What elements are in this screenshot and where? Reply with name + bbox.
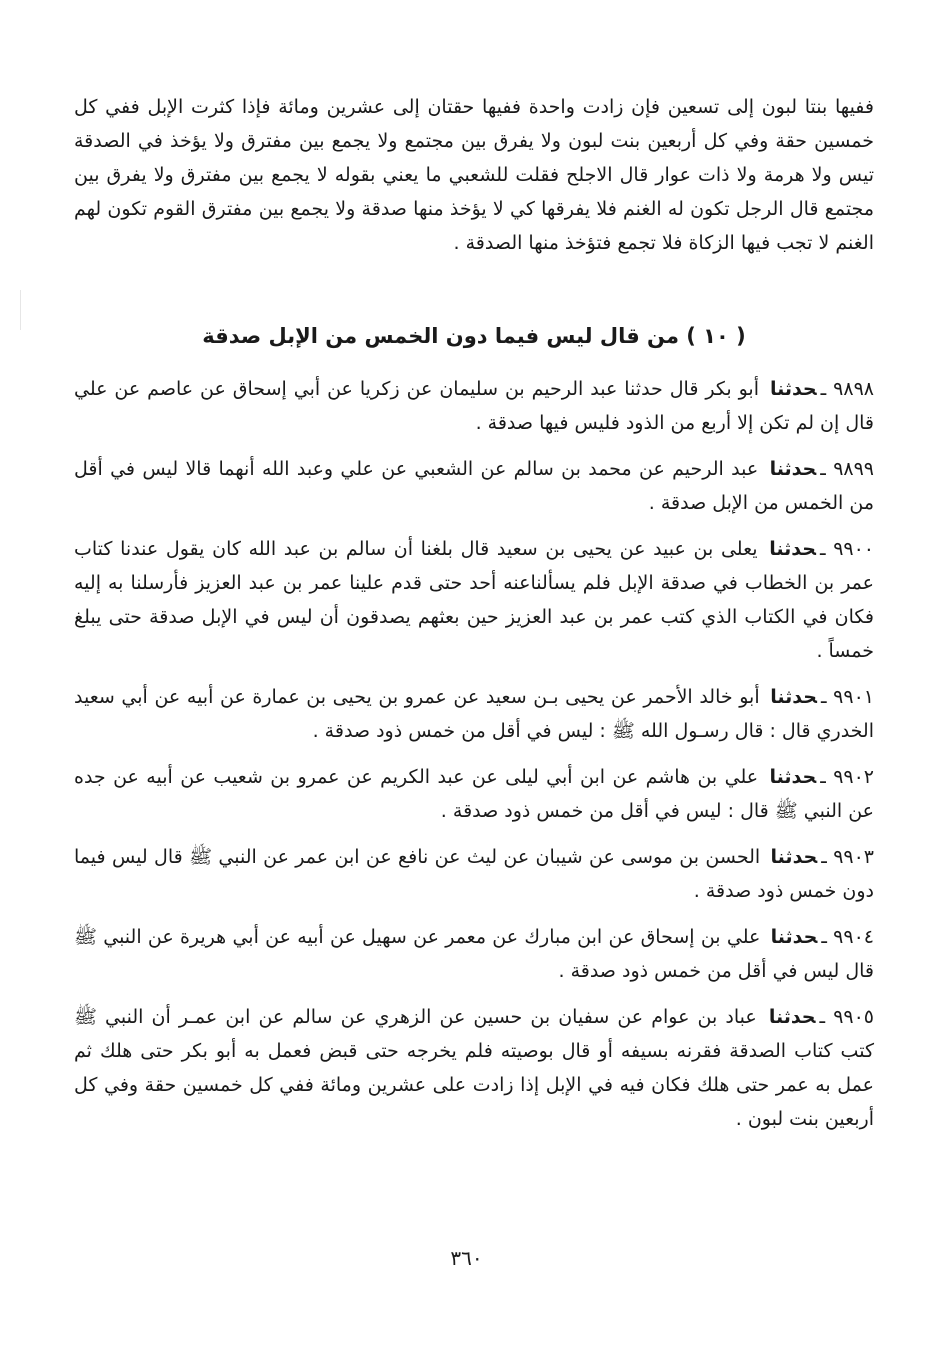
hadith-lead: حدثنا (770, 686, 817, 708)
hadith-9898 (74, 372, 874, 440)
hadith-text: عبد الرحيم عن محمد بن سالم عن الشعبي عن علي وعبد الله أنهما قالا ليس في أقل من الخمس من الإبل صدقة . (74, 458, 874, 514)
hadith-text: عباد بن عوام عن سفيان بن حسين عن الزهري عن سالم عن ابن عمـر أن النبي ﷺ كتب كتاب الصدقة فقرنه بسيفه أو قال بوصيته فلم يخرجه حتى قبض فعمل به أبو بكر حتى هلك ثم عمل به عمر حتى هلك فكان فيه في الإبل إذا زادت على عشرين ومائة ففي كل خمسين حقة وفي كل أربعين بنت لبون . (74, 1006, 874, 1130)
hadith-9902 (74, 760, 874, 828)
hadith-9899 (74, 452, 874, 520)
hadith-lead: حدثنا (769, 766, 817, 788)
chapter-heading: ( ١٠ ) من قال ليس فيما دون الخمس من الإبل صدقة (202, 324, 746, 348)
hadith-lead: حدثنا (768, 1006, 816, 1028)
hadith-text: يعلى بن عبيد عن يحيى بن سعيد قال بلغنا أن سالم بن عبد الله كان يقول عندنا كتاب عمر بن الخطاب في صدقة الإبل فلم يسألناعنه أحد حتى قدم علينا عمر بن عبد العزيز فأرسلنا به إليه فكان في الكتاب الذي كتب عمر بن عبد العزيز حين بعثهم يصدقون أن ليس في الإبل صدقة حتى يبلغ خمساً . (74, 538, 874, 662)
hadith-number: ٩٩٠٠ ـ (819, 538, 875, 560)
page-body (74, 90, 874, 1136)
hadith-number: ٩٩٠٤ ـ (821, 926, 874, 948)
hadith-lead: حدثنا (770, 846, 818, 868)
hadith-text: الحسن بن موسى عن شيبان عن ليث عن نافع عن ابن عمر عن النبي ﷺ قال ليس فيما دون خمس ذود صدقة . (74, 846, 874, 902)
hadith-number: ٩٩٠٥ ـ (819, 1006, 875, 1028)
hadith-text: أبو خالد الأحمر عن يحيى بـن سعيد عن عمرو بن يحيى بن عمارة عن أبيه عن أبي سعيد الخدري قال : قال رسـول الله ﷺ : ليس في أقل من خمس ذود صدقة . (74, 686, 874, 742)
hadith-number: ٩٨٩٨ ـ (820, 378, 874, 400)
hadith-9900 (74, 532, 874, 668)
hadith-9901 (74, 680, 874, 748)
hadith-9904 (74, 920, 874, 988)
hadith-9905 (74, 1000, 874, 1136)
hadith-text: علي بن هاشم عن ابن أبي ليلى عن عبد الكريم عن عمرو بن شعيب عن أبيه عن جده عن النبي ﷺ قال : ليس في أقل من خمس ذود صدقة . (74, 766, 874, 822)
hadith-lead: حدثنا (769, 378, 817, 400)
hadith-text: أبو بكر قال حدثنا عبد الرحيم بن سليمان عن زكريا عن أبي إسحاق عن عاصم عن علي قال إن لم تكن إلا أربع من الذود فليس فيها صدقة . (74, 378, 874, 434)
page-number: ٣٦٠ (450, 1246, 483, 1270)
intro-paragraph: ففيها بنتا لبون إلى تسعين فإن زادت واحدة ففيها حقتان إلى عشرين ومائة فإذا كثرت الإبل ففي كل خمسين حقة وفي كل أربعين بنت لبون ولا يفرق بين مجتمع ولا يجمع بين مفترق ولا يؤخذ في الصدقة تيس ولا هرمة ولا ذات عوار قال الاجلح فقلت للشعبي ما يعني بقوله لا يجمع بين مفترق ولا يفرق بين مجتمع قال الرجل تكون له الغنم فلا يفرقها كي لا يؤخذ منها صدقة ولا يجمع بين مفترق القوم تكون لهم الغنم لا تجب فيها الزكاة فلا تجمع فتؤخذ منها الصدقة . (74, 96, 874, 254)
hadith-lead: حدثنا (769, 458, 817, 480)
hadith-number: ٩٩٠٢ ـ (820, 766, 875, 788)
hadith-lead: حدثنا (770, 926, 818, 948)
hadith-number: ٩٨٩٩ ـ (820, 458, 875, 480)
hadith-number: ٩٩٠٣ ـ (821, 846, 875, 868)
hadith-9903 (74, 840, 874, 908)
hadith-number: ٩٩٠١ ـ (820, 686, 874, 708)
hadith-lead: حدثنا (769, 538, 816, 560)
hadith-text: علي بن إسحاق عن ابن مبارك عن معمر عن سهيل عن أبيه عن أبي هريرة عن النبي ﷺ قال ليس في أقل من خمس ذود صدقة . (74, 926, 874, 982)
margin-mark (20, 290, 21, 330)
